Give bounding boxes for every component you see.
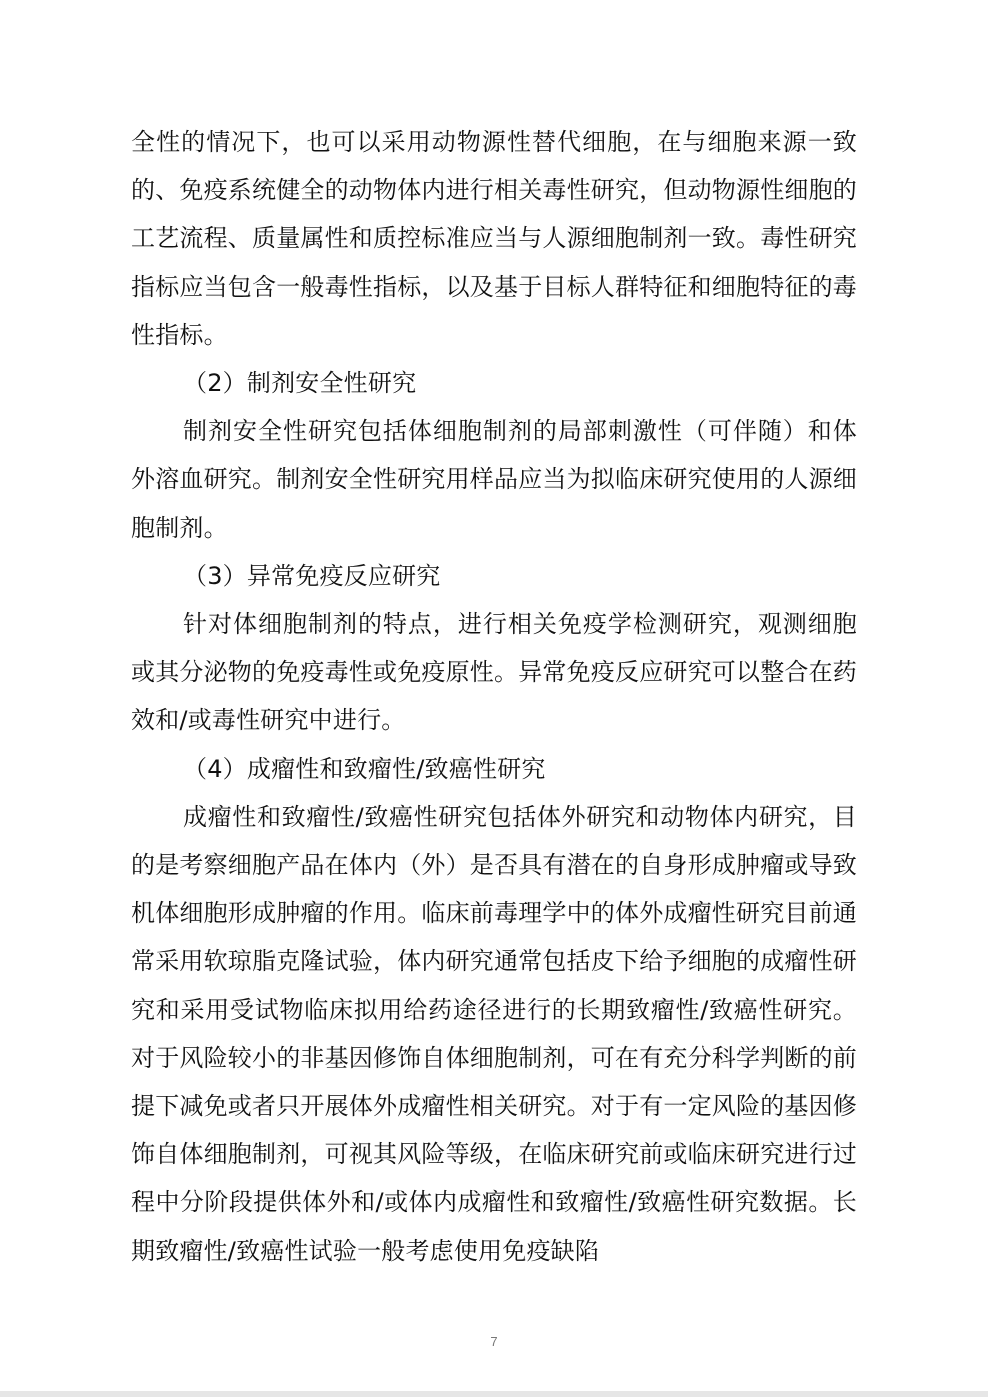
heading-formulation-safety: （2）制剂安全性研究	[183, 369, 417, 398]
page-bottom-divider	[0, 1391, 988, 1397]
paragraph-toxicity-continued: 全性的情况下，也可以采用动物源性替代细胞，在与细胞来源一致的、免疫系统健全的动物体内进行相关毒性研究，但动物源性细胞的工艺流程、质量属性和质控标准应当与人源细胞制剂一致。毒性研究指标应当包含一般毒性指标，以及基于目标人群特征和细胞特征的毒性指标。	[131, 128, 857, 349]
paragraph-formulation-safety: 制剂安全性研究包括体细胞制剂的局部刺激性（可伴随）和体外溶血研究。制剂安全性研究用样品应当为拟临床研究使用的人源细胞制剂。	[131, 417, 857, 542]
document-body	[131, 118, 857, 1275]
paragraph-abnormal-immune-response: 针对体细胞制剂的特点，进行相关免疫学检测研究，观测细胞或其分泌物的免疫毒性或免疫原性。异常免疫反应研究可以整合在药效和/或毒性研究中进行。	[131, 610, 857, 735]
heading-abnormal-immune-response: （3）异常免疫反应研究	[183, 561, 441, 590]
heading-tumorigenicity: （4）成瘤性和致瘤性/致癌性研究	[183, 754, 546, 783]
paragraph-tumorigenicity: 成瘤性和致瘤性/致癌性研究包括体外研究和动物体内研究，目的是考察细胞产品在体内（外）是否具有潜在的自身形成肿瘤或导致机体细胞形成肿瘤的作用。临床前毒理学中的体外成瘤性研究目前通常采用软琼脂克隆试验，体内研究通常包括皮下给予细胞的成瘤性研究和采用受试物临床拟用给药途径进行的长期致瘤性/致癌性研究。对于风险较小的非基因修饰自体细胞制剂，可在有充分科学判断的前提下减免或者只开展体外成瘤性相关研究。对于有一定风险的基因修饰自体细胞制剂，可视其风险等级，在临床研究前或临床研究进行过程中分阶段提供体外和/或体内成瘤性和致瘤性/致癌性研究数据。长期致瘤性/致癌性试验一般考虑使用免疫缺陷	[131, 802, 857, 1265]
page-number: 7	[490, 1334, 498, 1349]
